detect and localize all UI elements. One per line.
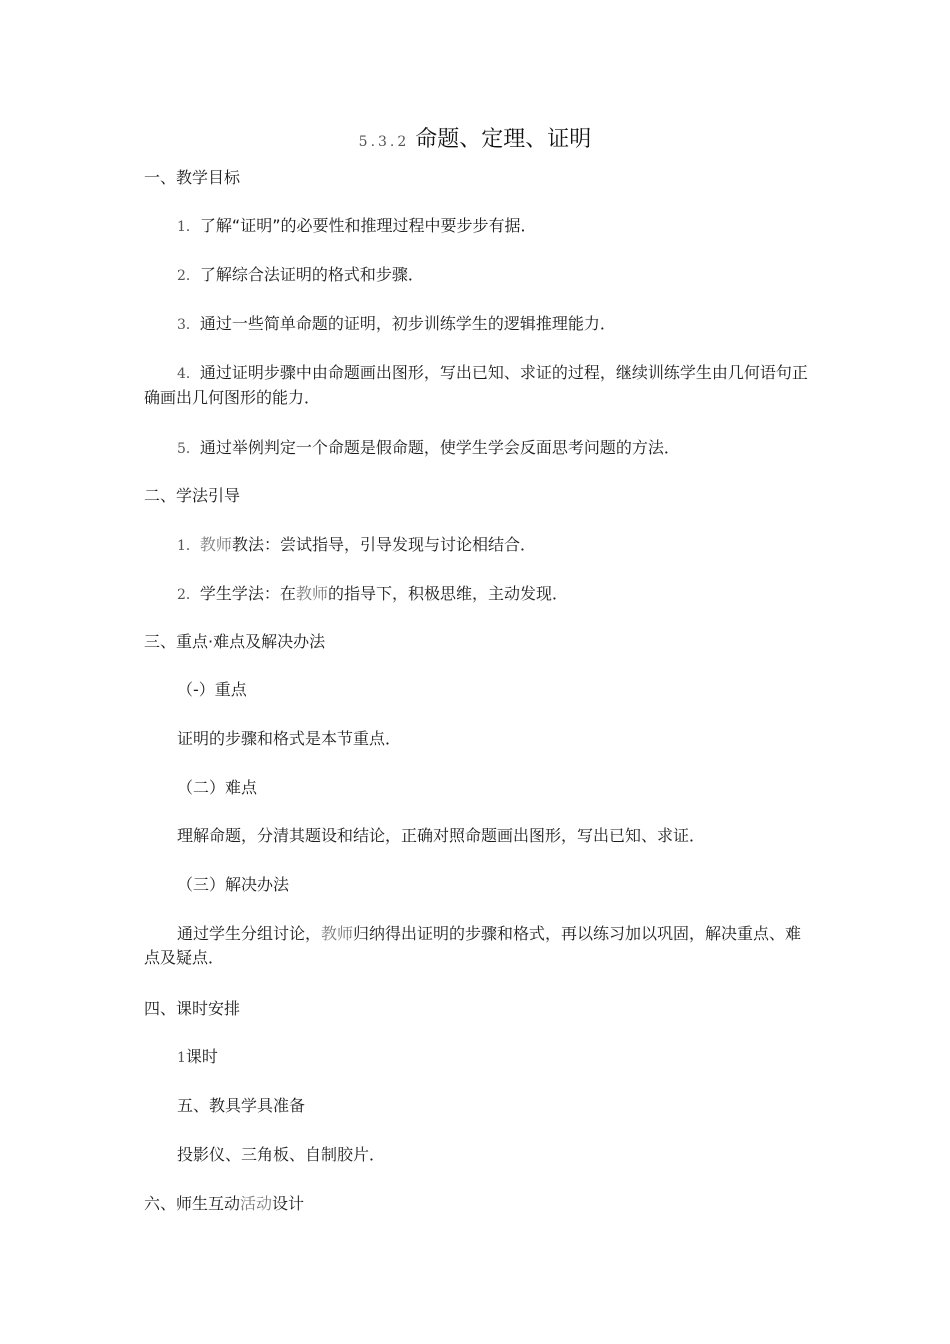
subheading-difficulty: （二）难点	[177, 778, 258, 797]
goal-item-4-text: 通过证明步骤中由命题画出图形，写出已知、求证的过程，继续训练学生由几何语句正确画出几何图形的能力．	[144, 363, 808, 407]
schedule-number: 1	[177, 1050, 186, 1066]
goal-item-5-number: 5．	[177, 441, 200, 457]
goal-item-2-text: 了解综合法证明的格式和步骤．	[199, 265, 424, 284]
method-item-1-text: 教法：尝试指导，引导发现与讨论相结合．	[231, 535, 536, 554]
solution-teacher: 教师	[321, 924, 354, 943]
schedule-text	[177, 1047, 218, 1068]
method-item-2-text: 的指导下，积极思维，主动发现．	[327, 584, 568, 603]
goal-item-4	[144, 361, 808, 410]
goal-item-1-number: 1．	[177, 219, 200, 235]
method-item-1	[177, 535, 536, 556]
method-item-2-teacher: 教师	[295, 584, 328, 603]
solution-rest: 归纳得出证明的步骤和格式，再以练习加以巩固，解决重点、难点及疑点．	[144, 924, 802, 967]
method-item-1-teacher: 教师	[199, 535, 232, 554]
goal-item-4-number: 4．	[177, 366, 200, 382]
key-text: 证明的步骤和格式是本节重点．	[177, 729, 402, 748]
method-item-2-pre: 学生学法：在	[199, 584, 296, 603]
solution-text	[144, 922, 808, 970]
goal-item-1-text: 了解“证明”的必要性和推理过程中要步步有据．	[199, 216, 537, 235]
title-text: 命题、定理、证明	[415, 127, 592, 152]
goal-item-1	[177, 216, 537, 237]
section-heading-methods: 二、学法引导	[144, 486, 241, 505]
schedule-unit: 课时	[185, 1047, 218, 1066]
title-number: 5.3.2	[358, 134, 410, 150]
goal-item-5	[177, 438, 680, 459]
difficulty-text: 理解命题，分清其题设和结论，正确对照命题画出图形，写出已知、求证．	[177, 826, 706, 845]
section-heading-keypoints: 三、重点·难点及解决办法	[144, 632, 326, 651]
method-item-1-number: 1．	[177, 538, 200, 554]
goal-item-5-text: 通过举例判定一个命题是假命题，使学生学会反面思考问题的方法．	[199, 438, 680, 457]
activities-heading-gray: 活动	[240, 1194, 273, 1213]
goal-item-2-number: 2．	[177, 268, 200, 284]
goal-item-3-number: 3．	[177, 317, 200, 333]
section-heading-activities	[144, 1194, 304, 1214]
method-item-2-number: 2．	[177, 587, 200, 603]
goal-item-2	[177, 265, 424, 286]
section-heading-schedule: 四、课时安排	[144, 999, 241, 1018]
goal-item-3	[177, 314, 616, 335]
goal-item-3-text: 通过一些简单命题的证明，初步训练学生的逻辑推理能力．	[199, 314, 616, 333]
subheading-solution: （三）解决办法	[177, 875, 290, 894]
subheading-key: （-）重点	[177, 680, 247, 699]
section-heading-materials: 五、教具学具准备	[177, 1096, 306, 1115]
activities-heading-post: 设计	[272, 1194, 305, 1213]
materials-text: 投影仪、三角板、自制胶片．	[177, 1145, 386, 1164]
method-item-2	[177, 584, 568, 605]
solution-pre: 通过学生分组讨论，	[177, 924, 322, 943]
page-title	[0, 126, 950, 156]
activities-heading-pre: 六、师生互动	[144, 1194, 241, 1213]
section-heading-goals: 一、教学目标	[144, 168, 241, 187]
